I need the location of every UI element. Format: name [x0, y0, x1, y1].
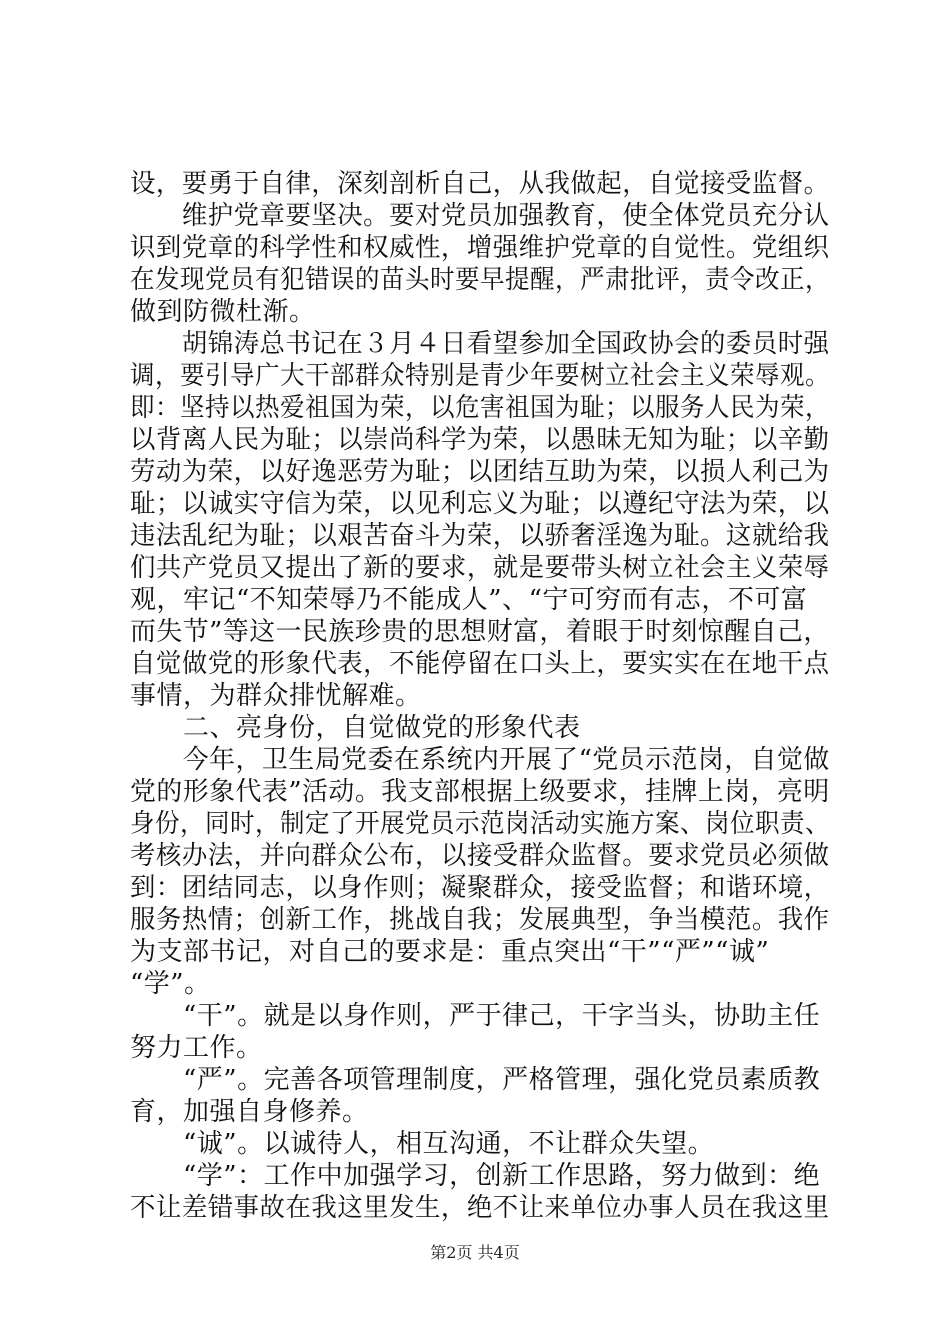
text-line: 设，要勇于自律，深刻剖析自己，从我做起，自觉接受监督。	[130, 169, 830, 199]
text-line: 事情，为群众排忧解难。	[130, 681, 422, 711]
text-line: 劳动为荣，以好逸恶劳为耻；以团结互助为荣，以损人利己为	[130, 457, 830, 487]
text-line: 即：坚持以热爱祖国为荣，以危害祖国为耻；以服务人民为荣，	[130, 393, 831, 423]
text-line: 到：团结同志，以身作则；凝聚群众，接受监督；和谐环境，	[130, 873, 830, 903]
text-line: 努力工作。	[130, 1033, 263, 1063]
text-line: “干”。就是以身作则，严于律己，干字当头，协助主任	[130, 1001, 821, 1031]
text-line: “学”：工作中加强学习，创新工作思路，努力做到：绝	[130, 1161, 821, 1191]
document-body	[130, 168, 830, 1224]
text-line: 识到党章的科学性和权威性，增强维护党章的自觉性。党组织	[130, 233, 830, 263]
text-line: 不让差错事故在我这里发生，绝不让来单位办事人员在我这里	[130, 1193, 830, 1223]
text-line: “诚”。以诚待人，相互沟通，不让群众失望。	[130, 1129, 715, 1159]
text-line: 耻；以诚实守信为荣，以见利忘义为耻；以遵纪守法为荣，以	[130, 489, 830, 519]
text-line: 服务热情；创新工作，挑战自我；发展典型，争当模范。我作	[130, 905, 830, 935]
text-line: “学”。	[130, 969, 211, 999]
text-line: 党的形象代表”活动。我支部根据上级要求，挂牌上岗，亮明	[130, 777, 830, 807]
text-line: 们共产党员又提出了新的要求，就是要带头树立社会主义荣辱	[130, 553, 830, 583]
text-line: 做到防微杜渐。	[130, 297, 316, 327]
text-line: “严”。完善各项管理制度，严格管理，强化党员素质教	[130, 1065, 821, 1095]
text-line: 观，牢记“不知荣辱乃不能成人”、“宁可穷而有志，不可富	[130, 585, 808, 615]
text-line: 调，要引导广大干部群众特别是青少年要树立社会主义荣辱观。	[130, 361, 831, 391]
text-line: 违法乱纪为耻；以艰苦奋斗为荣，以骄奢淫逸为耻。这就给我	[130, 521, 830, 551]
text-line: 身份，同时，制定了开展党员示范岗活动实施方案、岗位职责、	[130, 809, 831, 839]
text-line: 自觉做党的形象代表，不能停留在口头上，要实实在在地干点	[130, 649, 830, 679]
text-line: 为支部书记，对自己的要求是：重点突出“干”“严”“诚”	[130, 937, 770, 967]
page-footer: 第2页 共4页	[430, 1243, 520, 1262]
text-line: 维护党章要坚决。要对党员加强教育，使全体党员充分认	[130, 201, 830, 231]
text-line: 育，加强自身修养。	[130, 1097, 369, 1127]
text-line: 而失节”等这一民族珍贵的思想财富，着眼于时刻惊醒自己，	[130, 617, 830, 647]
text-line: 以背离人民为耻；以崇尚科学为荣，以愚昧无知为耻；以辛勤	[130, 425, 830, 455]
section-heading: 二、亮身份，自觉做党的形象代表	[130, 713, 581, 743]
text-line: 今年，卫生局党委在系统内开展了“党员示范岗，自觉做	[130, 745, 830, 775]
text-line: 考核办法，并向群众公布，以接受群众监督。要求党员必须做	[130, 841, 830, 871]
text-line: 在发现党员有犯错误的苗头时要早提醒，严肃批评，责令改正，	[130, 265, 831, 295]
text-line: 胡锦涛总书记在３月４日看望参加全国政协会的委员时强	[130, 329, 830, 359]
